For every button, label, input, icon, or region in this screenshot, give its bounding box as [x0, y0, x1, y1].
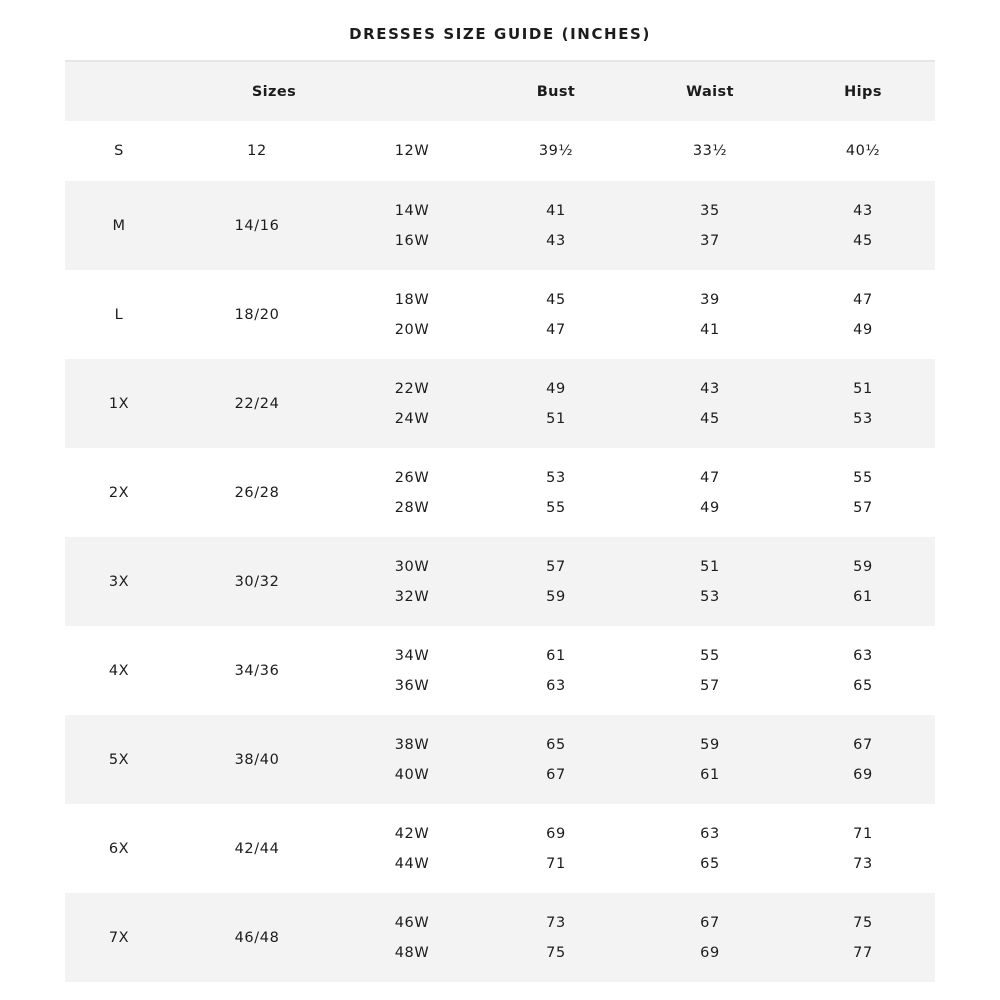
bust-cell [546, 181, 566, 270]
size-letter-cell-value: 7X [108, 929, 130, 946]
size-letter-cell-value: 1X [108, 395, 130, 412]
size-w-cell [395, 359, 430, 448]
waist-cell-value: 53 [700, 588, 720, 605]
waist-cell-value: 49 [700, 499, 720, 516]
size-w-cell [395, 893, 430, 982]
bust-cell-value: 59 [546, 588, 566, 605]
size-w-cell-value: 30W [394, 558, 430, 575]
table-row [65, 448, 935, 537]
size-w-cell-value: 18W [394, 291, 430, 308]
waist-cell-value: 57 [700, 677, 720, 694]
hips-cell-value: 67 [853, 736, 873, 753]
size-numeric-cell-value: 14/16 [234, 217, 280, 234]
bust-cell-value: 73 [546, 914, 566, 931]
bust-cell [539, 121, 573, 181]
size-numeric-cell [235, 715, 280, 804]
waist-cell-value: 47 [700, 469, 720, 486]
size-letter-cell [109, 359, 129, 448]
hips-cell-value: 53 [853, 410, 873, 427]
waist-cell [693, 121, 727, 181]
hips-cell-value: 63 [853, 647, 873, 664]
size-numeric-cell [235, 537, 280, 626]
hips-cell [853, 715, 873, 804]
size-letter-cell-value: L [114, 306, 124, 323]
hips-cell-value: 57 [853, 499, 873, 516]
waist-cell [700, 626, 720, 715]
bust-cell [546, 359, 566, 448]
waist-cell-value: 43 [700, 380, 720, 397]
waist-cell [700, 181, 720, 270]
bust-cell-value: 45 [546, 291, 566, 308]
bust-cell-value: 61 [546, 647, 566, 664]
bust-cell [546, 893, 566, 982]
waist-cell [700, 448, 720, 537]
size-w-cell [395, 715, 430, 804]
header-bust: Bust [536, 83, 576, 100]
header-waist: Waist [686, 83, 734, 100]
size-w-cell-value: 20W [394, 321, 430, 338]
size-letter-cell [109, 715, 129, 804]
waist-cell-value: 45 [700, 410, 720, 427]
bust-cell [546, 537, 566, 626]
size-w-cell [395, 270, 430, 359]
size-letter-cell-value: 3X [108, 573, 130, 590]
size-letter-cell [109, 804, 129, 893]
table-row [65, 359, 935, 448]
size-w-cell-value: 16W [394, 232, 430, 249]
table-row [65, 804, 935, 893]
waist-cell [700, 537, 720, 626]
size-numeric-cell-value: 18/20 [234, 306, 280, 323]
hips-cell [853, 359, 873, 448]
bust-cell-value: 53 [546, 469, 566, 486]
bust-cell-value: 47 [546, 321, 566, 338]
header-sizes: Sizes [251, 83, 297, 100]
table-row [65, 121, 935, 181]
hips-cell-value: 51 [853, 380, 873, 397]
size-numeric-cell-value: 46/48 [234, 929, 280, 946]
size-w-cell-value: 14W [394, 202, 430, 219]
size-w-cell-value: 38W [394, 736, 430, 753]
waist-cell-value: 59 [700, 736, 720, 753]
hips-cell-value: 73 [853, 855, 873, 872]
size-numeric-cell-value: 34/36 [234, 662, 280, 679]
hips-cell [853, 270, 873, 359]
bust-cell-value: 65 [546, 736, 566, 753]
bust-cell-value: 75 [546, 944, 566, 961]
hips-cell-value: 59 [853, 558, 873, 575]
table-body [65, 121, 935, 982]
waist-cell-value: 35 [700, 202, 720, 219]
size-numeric-cell-value: 22/24 [234, 395, 280, 412]
size-numeric-cell [235, 359, 280, 448]
waist-cell-value: 33½ [692, 143, 728, 159]
hips-cell-value: 77 [853, 944, 873, 961]
bust-cell [546, 270, 566, 359]
hips-cell-value: 61 [853, 588, 873, 605]
hips-cell-value: 43 [853, 202, 873, 219]
table-row [65, 537, 935, 626]
bust-cell-value: 51 [546, 410, 566, 427]
hips-cell-value: 75 [853, 914, 873, 931]
waist-cell [700, 270, 720, 359]
size-w-cell-value: 34W [394, 647, 430, 664]
size-guide-table [65, 60, 935, 982]
size-letter-cell [109, 626, 129, 715]
bust-cell-value: 57 [546, 558, 566, 575]
hips-cell-value: 45 [853, 232, 873, 249]
size-w-cell-value: 36W [394, 677, 430, 694]
hips-cell-value: 55 [853, 469, 873, 486]
waist-cell [700, 359, 720, 448]
hips-cell [853, 893, 873, 982]
bust-cell [546, 715, 566, 804]
table-row [65, 270, 935, 359]
size-numeric-cell-value: 26/28 [234, 484, 280, 501]
table-row [65, 626, 935, 715]
page-title: DRESSES SIZE GUIDE (INCHES) [349, 25, 651, 43]
hips-cell-value: 65 [853, 677, 873, 694]
bust-cell-value: 43 [546, 232, 566, 249]
bust-cell [546, 448, 566, 537]
hips-cell [846, 121, 880, 181]
hips-cell [853, 537, 873, 626]
hips-cell-value: 40½ [845, 143, 881, 159]
size-w-cell [395, 448, 430, 537]
size-numeric-cell [235, 270, 280, 359]
size-w-cell [395, 121, 430, 181]
size-letter-cell [109, 537, 129, 626]
header-hips: Hips [844, 83, 882, 100]
size-letter-cell [115, 270, 124, 359]
table-header-row [65, 60, 935, 121]
hips-cell [853, 448, 873, 537]
table-row [65, 715, 935, 804]
waist-cell-value: 69 [700, 944, 720, 961]
size-letter-cell [112, 181, 125, 270]
hips-cell-value: 49 [853, 321, 873, 338]
size-letter-cell-value: 5X [108, 751, 130, 768]
size-w-cell-value: 24W [394, 410, 430, 427]
bust-cell-value: 71 [546, 855, 566, 872]
bust-cell-value: 67 [546, 766, 566, 783]
size-letter-cell-value: S [114, 143, 124, 159]
waist-cell-value: 67 [700, 914, 720, 931]
waist-cell-value: 37 [700, 232, 720, 249]
size-w-cell-value: 46W [394, 914, 430, 931]
size-w-cell-value: 12W [394, 143, 430, 159]
size-letter-cell-value: 4X [108, 662, 130, 679]
waist-cell-value: 63 [700, 825, 720, 842]
waist-cell [700, 715, 720, 804]
size-numeric-cell [235, 448, 280, 537]
waist-cell-value: 61 [700, 766, 720, 783]
bust-cell [546, 626, 566, 715]
hips-cell [853, 626, 873, 715]
size-w-cell-value: 44W [394, 855, 430, 872]
waist-cell [700, 804, 720, 893]
waist-cell-value: 51 [700, 558, 720, 575]
size-numeric-cell [235, 804, 280, 893]
hips-cell-value: 71 [853, 825, 873, 842]
table-row [65, 181, 935, 270]
waist-cell-value: 39 [700, 291, 720, 308]
bust-cell-value: 55 [546, 499, 566, 516]
waist-cell-value: 65 [700, 855, 720, 872]
size-numeric-cell-value: 38/40 [234, 751, 280, 768]
size-numeric-cell-value: 42/44 [234, 840, 280, 857]
size-letter-cell [109, 893, 129, 982]
size-numeric-cell-value: 12 [247, 143, 267, 159]
size-w-cell-value: 42W [394, 825, 430, 842]
size-w-cell [395, 181, 430, 270]
bust-cell-value: 39½ [538, 143, 574, 159]
size-w-cell [395, 626, 430, 715]
waist-cell-value: 41 [700, 321, 720, 338]
size-numeric-cell [235, 181, 280, 270]
size-letter-cell-value: 6X [108, 840, 130, 857]
size-w-cell-value: 26W [394, 469, 430, 486]
size-letter-cell [114, 121, 124, 181]
size-w-cell [395, 537, 430, 626]
size-numeric-cell [235, 893, 280, 982]
waist-cell-value: 55 [700, 647, 720, 664]
waist-cell [700, 893, 720, 982]
table-row [65, 893, 935, 982]
size-numeric-cell [235, 626, 280, 715]
bust-cell-value: 41 [546, 202, 566, 219]
hips-cell [853, 181, 873, 270]
size-numeric-cell-value: 30/32 [234, 573, 280, 590]
size-numeric-cell [247, 121, 267, 181]
size-w-cell-value: 32W [394, 588, 430, 605]
hips-cell [853, 804, 873, 893]
bust-cell-value: 49 [546, 380, 566, 397]
bust-cell-value: 63 [546, 677, 566, 694]
size-w-cell-value: 28W [394, 499, 430, 516]
size-w-cell-value: 48W [394, 944, 430, 961]
size-w-cell-value: 40W [394, 766, 430, 783]
size-letter-cell [109, 448, 129, 537]
hips-cell-value: 47 [853, 291, 873, 308]
hips-cell-value: 69 [853, 766, 873, 783]
size-w-cell [395, 804, 430, 893]
size-letter-cell-value: 2X [108, 484, 130, 501]
size-w-cell-value: 22W [394, 380, 430, 397]
bust-cell-value: 69 [546, 825, 566, 842]
size-letter-cell-value: M [112, 217, 126, 234]
bust-cell [546, 804, 566, 893]
